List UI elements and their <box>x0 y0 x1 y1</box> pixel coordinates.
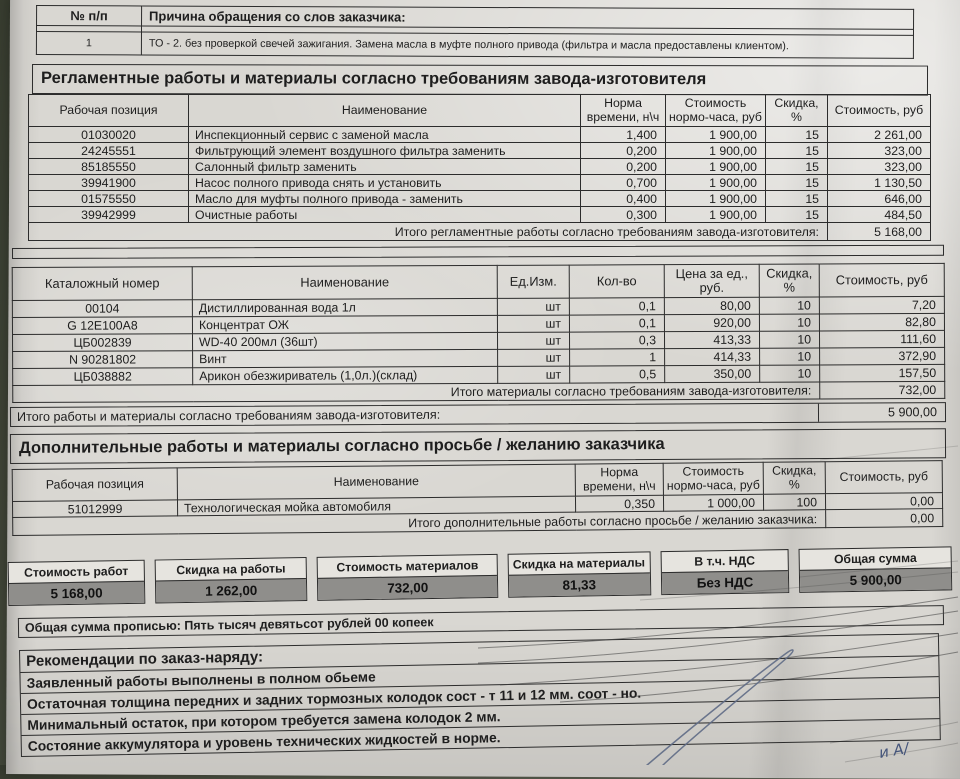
cell-position-code: 01030020 <box>29 127 189 143</box>
recommendations-block <box>19 633 941 757</box>
cell-time: 0,300 <box>581 207 666 223</box>
col-header-name: Наименование <box>192 265 497 299</box>
summary-box-work-cost <box>8 560 145 606</box>
recommendations-title: Рекомендации по заказ-наряду: <box>26 648 264 671</box>
cell-position-code: 85185550 <box>29 159 189 175</box>
cell-rate: 1 900,00 <box>666 127 766 143</box>
cell-discount: 15 <box>766 143 828 159</box>
cell-name: Фильтрующий элемент воздушного фильтра заменить <box>189 143 581 159</box>
cell-unit: шт <box>497 298 569 315</box>
cell-position-code: 51012999 <box>12 500 177 518</box>
works-header-row <box>29 95 931 127</box>
regulated-section-title: Регламентные работы и материалы согласно требованиям завода-изготовителя <box>32 64 928 96</box>
cell-unit: шт <box>497 332 569 349</box>
cell-cost: 323,00 <box>828 143 931 159</box>
cell-rate: 1 900,00 <box>666 191 766 207</box>
regulated-works-table <box>28 94 931 241</box>
cell-discount: 10 <box>760 348 820 365</box>
summary-box-materials-cost <box>317 554 498 601</box>
cell-cost: 7,20 <box>819 297 944 315</box>
cell-name: Технологическая мойка автомобиля <box>177 496 575 516</box>
cell-cost: 0,00 <box>825 493 942 510</box>
cell-qty: 0,1 <box>569 315 664 332</box>
cell-catalog-number: G 12E100A8 <box>12 317 192 335</box>
complaint-row-number: 1 <box>36 32 141 55</box>
complaint-num-header: № п/п <box>37 6 142 26</box>
cell-name: Очистные работы <box>189 207 581 223</box>
cell-cost: 484,50 <box>828 207 931 223</box>
empty-strip <box>12 245 944 259</box>
table-row <box>29 175 931 191</box>
col-header-hour-cost: Стоимость нормо-часа, руб <box>663 462 763 495</box>
cell-cost: 372,90 <box>820 348 945 366</box>
summary-label: Стоимость материалов <box>336 558 479 575</box>
cell-unit-price: 413,33 <box>664 331 759 348</box>
cell-cost: 157,50 <box>820 365 945 383</box>
summary-value: 732,00 <box>318 575 497 600</box>
works-total-value: 5 168,00 <box>828 223 931 241</box>
summary-label: Стоимость работ <box>23 564 129 580</box>
complaint-row <box>36 32 913 59</box>
materials-header-row <box>12 263 944 300</box>
complaint-reason-header: Причина обращения со слов заказчика: <box>142 6 914 29</box>
col-header-discount: Скидка, % <box>766 95 828 127</box>
cell-unit-price: 414,33 <box>665 348 760 365</box>
cell-qty: 0,3 <box>569 332 664 349</box>
cell-unit: шт <box>498 349 570 366</box>
work-order-document <box>6 0 960 765</box>
col-header-name: Наименование <box>189 95 581 127</box>
cell-time: 0,400 <box>581 191 666 207</box>
cell-time: 0,700 <box>581 175 666 191</box>
cell-position-code: 39941900 <box>29 175 189 191</box>
col-header-position: Рабочая позиция <box>29 95 189 127</box>
materials-total-value: 732,00 <box>820 382 945 400</box>
cell-time: 0,200 <box>581 159 666 175</box>
additional-total-label: Итого дополнительные работы согласно просьбе / желанию заказчика: <box>13 510 826 536</box>
cell-qty: 0,5 <box>570 366 665 383</box>
cell-rate: 1 900,00 <box>666 159 766 175</box>
col-header-name: Наименование <box>177 464 575 500</box>
cell-discount: 15 <box>766 207 828 223</box>
cell-name: Арикон обезжириватель (1,0л.)(склад) <box>193 367 498 385</box>
cell-discount: 15 <box>766 191 828 207</box>
handwritten-note: и А/ <box>877 739 911 762</box>
table-row <box>29 191 931 207</box>
summary-value: 5 900,00 <box>800 568 951 592</box>
cell-catalog-number: 00104 <box>12 300 192 318</box>
additional-section-title: Дополнительные работы и материалы согласно просьбе / желанию заказчика <box>10 428 946 464</box>
cell-cost: 1 130,50 <box>828 175 931 191</box>
cell-cost: 323,00 <box>828 159 931 175</box>
recommendation-line: Заявленный работы выполнены в полном обьеме <box>20 655 938 693</box>
works-total-label: Итого регламентные работы согласно требованиям завода-изготовителя: <box>29 223 828 241</box>
summary-label: Скидка на работы <box>176 561 286 578</box>
cell-unit-price: 80,00 <box>664 297 759 314</box>
cell-name: Насос полного привода снять и установить <box>189 175 581 191</box>
cell-discount: 15 <box>766 175 828 191</box>
complaint-row-text: ТО - 2. без проверкой свечей зажигания. Замена масла в муфте полного привода (фильтра и масла предоставлены клиентом). <box>141 32 913 58</box>
summary-row <box>8 547 953 607</box>
col-header-cost: Стоимость, руб <box>825 461 942 494</box>
cell-position-code: 01575550 <box>29 191 189 207</box>
cell-cost: 646,00 <box>828 191 931 207</box>
materials-table <box>12 263 946 403</box>
summary-value: 81,33 <box>509 573 650 597</box>
table-row <box>29 127 931 143</box>
summary-label: Скидка на материалы <box>512 555 646 572</box>
summary-label: Общая сумма <box>833 551 917 567</box>
materials-total-row <box>13 382 945 403</box>
recommendation-line: Остаточная толщина передних и задних тормозных колодок сост - т 11 и 12 мм. соот - но. <box>21 676 939 714</box>
summary-value: Без НДС <box>661 570 788 594</box>
cell-qty: 0,1 <box>569 298 664 315</box>
cell-discount: 10 <box>759 331 819 348</box>
cell-discount: 15 <box>766 127 828 143</box>
cell-name: Масло для муфты полного привода - заменить <box>189 191 581 207</box>
cell-cost: 82,80 <box>819 314 944 332</box>
summary-box-vat <box>660 549 790 595</box>
amount-in-words: Общая сумма прописью: Пять тысяч девятьсот рублей 00 копеек <box>18 605 944 638</box>
cell-catalog-number: ЦБ038882 <box>13 368 193 386</box>
summary-label: В т.ч. НДС <box>694 553 756 569</box>
cell-rate: 1 000,00 <box>663 494 763 511</box>
cell-time: 0,350 <box>575 495 663 512</box>
cell-discount: 100 <box>763 494 825 511</box>
cell-name: Концентрат ОЖ <box>192 316 497 334</box>
summary-box-total <box>799 547 952 594</box>
cell-catalog-number: N 90281802 <box>13 351 193 369</box>
grand-total-strip <box>10 402 946 427</box>
recommendation-line: Минимальный остаток, при котором требуется замена колодок 2 мм. <box>21 697 939 735</box>
summary-value: 5 168,00 <box>9 581 144 605</box>
cell-name: Салонный фильтр заменить <box>189 159 581 175</box>
additional-works-table <box>12 460 944 536</box>
grand-total-value: 5 900,00 <box>818 403 945 422</box>
cell-name: WD-40 200мл (36шт) <box>192 333 497 351</box>
col-header-time-norm: Норма времени, н\ч <box>581 95 666 127</box>
cell-unit-price: 350,00 <box>665 365 760 382</box>
col-header-discount: Скидка, % <box>759 264 819 297</box>
works-total-row <box>29 223 931 241</box>
cell-qty: 1 <box>570 349 665 366</box>
cell-rate: 1 900,00 <box>666 207 766 223</box>
cell-time: 0,200 <box>581 143 666 159</box>
cell-name: Винт <box>193 350 498 368</box>
cell-cost: 111,60 <box>819 331 944 349</box>
table-row <box>29 143 931 159</box>
col-header-catalog-number: Каталожный номер <box>12 267 192 301</box>
cell-name: Дистиллированная вода 1л <box>192 299 497 317</box>
col-header-unit: Ед.Изм. <box>497 265 569 298</box>
cell-discount: 15 <box>766 159 828 175</box>
col-header-hour-cost: Стоимость нормо-часа, руб <box>666 95 766 127</box>
summary-box-materials-discount <box>507 552 650 598</box>
summary-value: 1 262,00 <box>156 578 307 602</box>
cell-discount: 10 <box>759 314 819 331</box>
col-header-qty: Кол-во <box>569 265 664 299</box>
cell-discount: 10 <box>760 365 820 382</box>
cell-position-code: 24245551 <box>29 143 189 159</box>
cell-rate: 1 900,00 <box>666 143 766 159</box>
col-header-cost: Стоимость, руб <box>828 95 931 127</box>
materials-total-label: Итого материалы согласно требованиям завода-изготовителя: <box>13 382 820 403</box>
cell-position-code: 39942999 <box>29 207 189 223</box>
cell-cost: 2 261,00 <box>828 127 931 143</box>
cell-unit: шт <box>498 366 570 383</box>
table-row <box>29 207 931 223</box>
col-header-discount: Скидка, % <box>763 462 825 495</box>
col-header-position: Рабочая позиция <box>12 468 177 502</box>
cell-discount: 10 <box>759 297 819 314</box>
cell-time: 1,400 <box>581 127 666 143</box>
cell-unit-price: 920,00 <box>664 314 759 331</box>
col-header-unit-price: Цена за ед., руб. <box>664 264 759 298</box>
cell-name: Инспекционный сервис с заменой масла <box>189 127 581 143</box>
cell-catalog-number: ЦБ002839 <box>12 334 192 352</box>
cell-rate: 1 900,00 <box>666 175 766 191</box>
summary-box-work-discount <box>154 557 307 604</box>
additional-total-value: 0,00 <box>826 509 943 528</box>
col-header-cost: Стоимость, руб <box>819 263 944 297</box>
grand-total-label: Итого работы и материалы согласно требованиям завода-изготовителя: <box>16 407 441 425</box>
recommendation-line: Состояние аккумулятора и уровень технических жидкостей в норме. <box>22 718 940 756</box>
complaint-table <box>36 5 914 59</box>
col-header-time-norm: Норма времени, н\ч <box>575 463 663 496</box>
table-row <box>29 159 931 175</box>
cell-unit: шт <box>497 315 569 332</box>
